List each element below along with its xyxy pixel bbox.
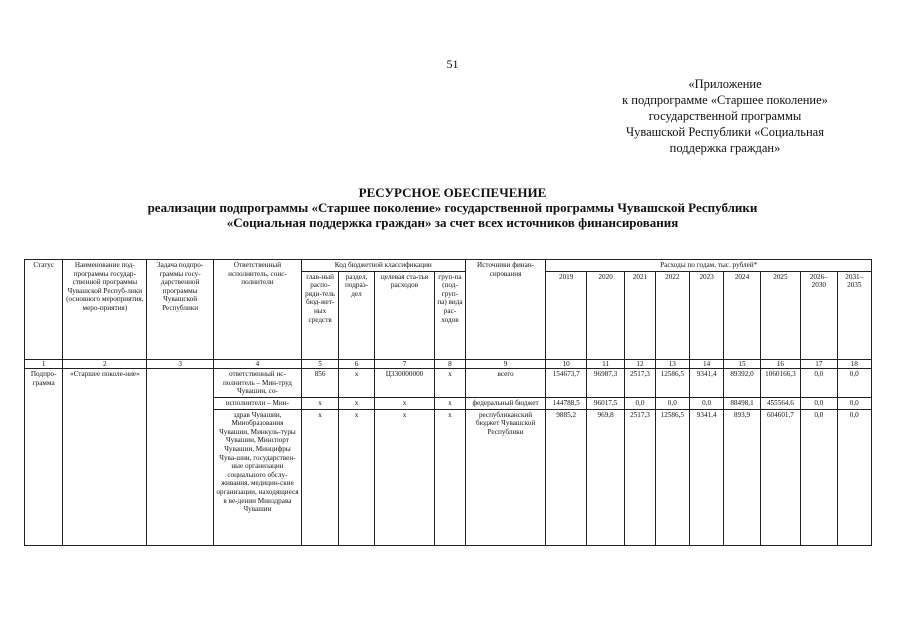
- column-number: 18: [837, 359, 872, 369]
- value-cell: 0,0: [689, 397, 723, 409]
- column-number: 17: [801, 359, 837, 369]
- name-cell-empty: [63, 397, 147, 409]
- grbs-cell: 856: [301, 369, 338, 398]
- grbs-cell: х: [301, 397, 338, 409]
- header-section: раздел, подраз-дел: [339, 271, 374, 359]
- value-cell: 9885,2: [546, 409, 586, 545]
- table-row: [25, 409, 872, 545]
- header-year: 2022: [655, 271, 689, 359]
- column-number: 11: [586, 359, 624, 369]
- column-number: 14: [689, 359, 723, 369]
- header-year: 2019: [546, 271, 586, 359]
- column-number: 16: [760, 359, 800, 369]
- column-number: 4: [213, 359, 301, 369]
- value-cell: 0,0: [801, 397, 837, 409]
- column-number: 12: [625, 359, 655, 369]
- appendix-block: [590, 76, 860, 156]
- group-cell: х: [435, 397, 465, 409]
- column-number: 8: [435, 359, 465, 369]
- section-cell: х: [339, 409, 374, 545]
- task-cell-empty: [147, 409, 214, 545]
- task-cell: [147, 369, 214, 398]
- task-cell-empty: [147, 397, 214, 409]
- section-cell: х: [339, 397, 374, 409]
- appendix-line: Чувашской Республики «Социальная: [626, 125, 824, 139]
- header-year: 2020: [586, 271, 624, 359]
- column-number: 10: [546, 359, 586, 369]
- document-title: [0, 185, 905, 230]
- source-cell: федеральный бюджет: [465, 397, 546, 409]
- header-task: Задача подпро-граммы госу-дарственной программы Чувашской Республики: [147, 260, 214, 360]
- appendix-line: поддержка граждан»: [669, 141, 781, 155]
- executor-cell: здрав Чувашии, Минобразования Чувашии, Минкуль-туры Чувашии, Минспорт Чувашии, Минцифры Чува-шии, государствен-ные организации социального обслу-живания, медицин-ские организации, находящиеся в ве-дении Минздрава Чувашии: [213, 409, 301, 545]
- value-cell: 0,0: [625, 397, 655, 409]
- value-cell: 0,0: [801, 409, 837, 545]
- value-cell: 604601,7: [760, 409, 800, 545]
- value-cell: 9341,4: [689, 409, 723, 545]
- column-number: 6: [339, 359, 374, 369]
- title-line: реализации подпрограммы «Старшее поколение» государственной программы Чувашской Республики: [147, 200, 758, 215]
- appendix-line: к подпрограмме «Старшее поколение»: [622, 93, 828, 107]
- value-cell: 0,0: [837, 409, 872, 545]
- header-name: Наименование под-программы государ-ственной программы Чувашской Респуб-лики (основного мероприятия, меро-приятия): [63, 260, 147, 360]
- value-cell: 144788,5: [546, 397, 586, 409]
- header-sources: Источники финан-сирования: [465, 260, 546, 360]
- column-number: 3: [147, 359, 214, 369]
- value-cell: 1060166,3: [760, 369, 800, 398]
- header-row: [25, 260, 872, 272]
- value-cell: 88498,1: [724, 397, 760, 409]
- column-number-row: [25, 359, 872, 369]
- executor-cell: исполнители – Мин-: [213, 397, 301, 409]
- title-line: РЕСУРСНОЕ ОБЕСПЕЧЕНИЕ: [358, 185, 547, 200]
- grbs-cell: х: [301, 409, 338, 545]
- header-status: Статус: [25, 260, 63, 360]
- value-cell: 2517,3: [625, 369, 655, 398]
- value-cell: 12586,5: [655, 409, 689, 545]
- header-target: целевая ста-тья расходов: [374, 271, 435, 359]
- name-cell-empty: [63, 409, 147, 545]
- header-budget-code: Код бюджетной классификации: [301, 260, 465, 272]
- value-cell: 0,0: [655, 397, 689, 409]
- target-cell: Ц330000000: [374, 369, 435, 398]
- value-cell: 0,0: [801, 369, 837, 398]
- value-cell: 9341,4: [689, 369, 723, 398]
- header-year: 2024: [724, 271, 760, 359]
- status-cell-empty: [25, 409, 63, 545]
- status-cell-empty: [25, 397, 63, 409]
- source-cell: всего: [465, 369, 546, 398]
- target-cell: х: [374, 397, 435, 409]
- value-cell: 2517,3: [625, 409, 655, 545]
- group-cell: х: [435, 409, 465, 545]
- header-year: 2021: [625, 271, 655, 359]
- resource-table: [24, 259, 872, 546]
- group-cell: х: [435, 369, 465, 398]
- header-year: 2023: [689, 271, 723, 359]
- page-number: 51: [446, 57, 459, 71]
- header-year: 2026–2030: [801, 271, 837, 359]
- value-cell: 12586,5: [655, 369, 689, 398]
- value-cell: 154673,7: [546, 369, 586, 398]
- value-cell: 0,0: [837, 369, 872, 398]
- value-cell: 96987,3: [586, 369, 624, 398]
- column-number: 1: [25, 359, 63, 369]
- section-cell: х: [339, 369, 374, 398]
- value-cell: 455564,6: [760, 397, 800, 409]
- column-number: 13: [655, 359, 689, 369]
- appendix-line: государственной программы: [648, 109, 802, 123]
- column-number: 2: [63, 359, 147, 369]
- value-cell: 969,8: [586, 409, 624, 545]
- appendix-line: «Приложение: [688, 77, 762, 91]
- column-number: 9: [465, 359, 546, 369]
- table-row: [25, 397, 872, 409]
- target-cell: х: [374, 409, 435, 545]
- header-executor: Ответственный исполнитель, соис-полнители: [213, 260, 301, 360]
- title-line: «Социальная поддержка граждан» за счет всех источников финансирования: [226, 215, 679, 230]
- column-number: 7: [374, 359, 435, 369]
- name-cell: «Старшее поколе-ние»: [63, 369, 147, 398]
- source-cell: республиканский бюджет Чувашской Республики: [465, 409, 546, 545]
- column-number: 15: [724, 359, 760, 369]
- value-cell: 0,0: [837, 397, 872, 409]
- executor-cell: ответственный ис-полнитель – Мин-труд Чувашии, со-: [213, 369, 301, 398]
- header-grbs: глав-ный распо-ряди-тель бюд-жет-ных средств: [301, 271, 338, 359]
- value-cell: 89392,0: [724, 369, 760, 398]
- column-number: 5: [301, 359, 338, 369]
- value-cell: 893,9: [724, 409, 760, 545]
- value-cell: 96017,5: [586, 397, 624, 409]
- table-row: [25, 369, 872, 398]
- header-year: 2031–2035: [837, 271, 872, 359]
- status-cell: Подпро-грамма: [25, 369, 63, 398]
- header-expenses: Расходы по годам, тыс. рублей*: [546, 260, 872, 272]
- header-year: 2025: [760, 271, 800, 359]
- header-group: груп-па (под-груп-па) вида рас-ходов: [435, 271, 465, 359]
